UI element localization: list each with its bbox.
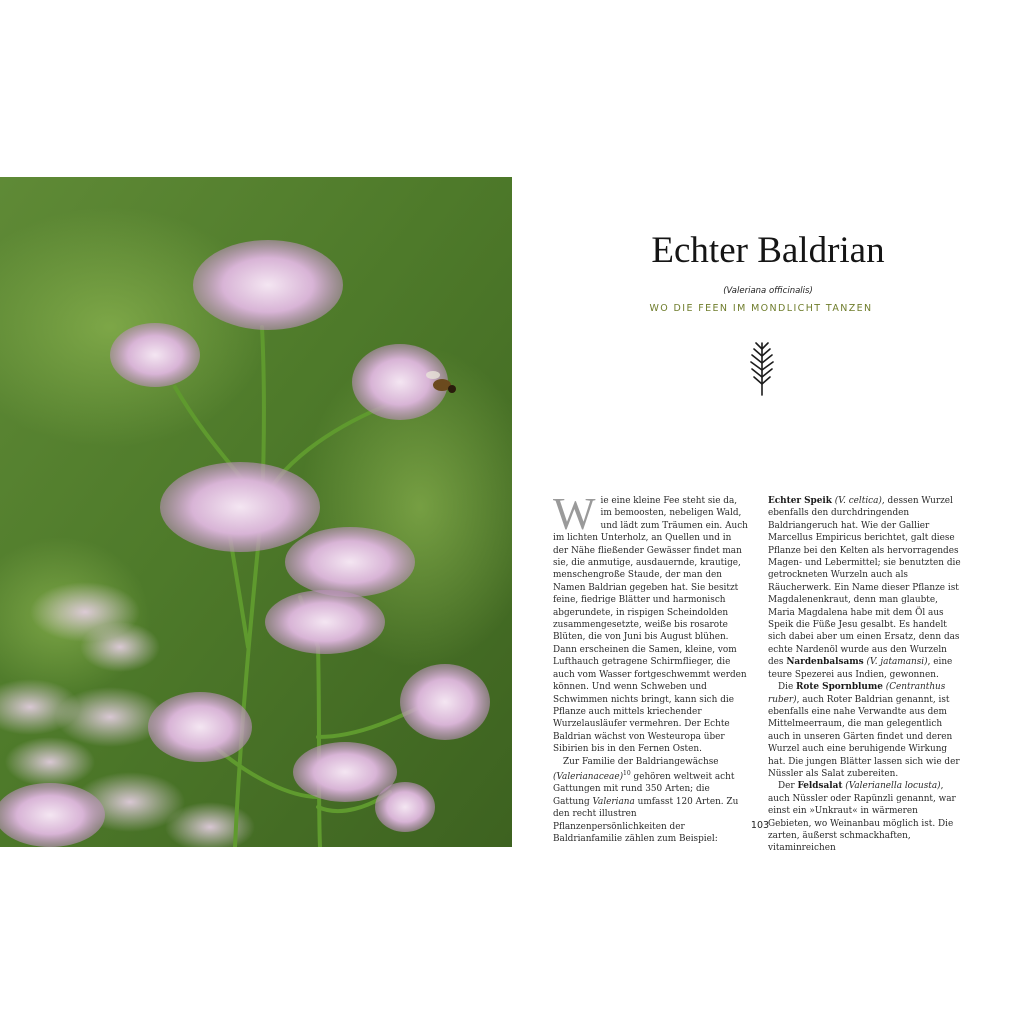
feldsalat-paragraph: Der Feldsalat (Valerianella locusta), auch Nüssler oder Rapünzli genannt, war einst ein »Unkraut« in wärmeren Gebieten, wo Weinanbau möglich ist. Die zarten, äußerst schmackhaften, vitaminreichen: [768, 781, 956, 854]
book-spread: [0, 177, 1024, 854]
tagline: WO DIE FEEN IM MONDLICHT TANZEN: [649, 303, 873, 314]
intro-paragraph: Wie eine kleine Fee steht sie da, im bemoosten, nebeligen Wald, und lädt zum Träumen ein. Auch im lichten Unterholz, an Quellen und in der Nähe fließender Gewässer findet man sie, die anmutige, ausdauernde, krautige, menschengroße Staude, der man den Namen Baldrian gegeben hat. Sie besitzt feine, fiedrige Blätter und harmonisch abgerundete, in rispigen Scheindolden zusammengesetzte, weiße bis rosarote Blüten, die von Juni bis August blühen. Dann erscheinen die Samen, kleine, vom Lufthauch getragene Schirmflieger, die auch vom Wasser fortgeschwemmt werden können. Und wenn Schweben und Schwimmen nichts bringt, kann sich die Pflanze auch mittels kriechender Wurzelausläufer vermehren. Der Echte Baldrian wächst von Westeuropa über Sibirien bis in den Fernen Osten.: [553, 489, 748, 755]
page-title: Echter Baldrian: [651, 230, 885, 271]
text-column-1: [553, 489, 749, 845]
latin-name: (Valeriana officinalis): [723, 286, 813, 296]
valerian-flower-image: [0, 177, 512, 847]
drop-cap: W: [553, 489, 596, 539]
text-page: [512, 177, 1024, 854]
spornblume-paragraph: Die Rote Spornblume (Centranthus ruber), auch Roter Baldrian genannt, ist ebenfalls eine nahe Verwandte aus dem Mittelmeerraum, die man gelegentlich auch in unseren Gärten findet und deren Wurzel auch eine beruhigende Wirkung hat. Die jungen Blätter lassen sich wie der Nüssler als Salat zubereiten.: [768, 682, 960, 779]
speik-paragraph: Echter Speik (V. celtica), dessen Wurzel ebenfalls den durchdringenden Baldriangeruch hat. Wie der Gallier Marcellus Empiricus berichtet, galt diese Pflanze bei den Kelten als hervorragendes Magen- und Lebermittel; sie benutzten die getrockneten Wurzeln auch als Räucherwerk. Ein Name dieser Pflanze ist Magdalenenkraut, denn man glaubte, Maria Magdalena habe mit dem Öl aus Speik die Füße Jesu gesalbt. Es handelt sich dabei aber um einen Ersatz, denn das echte Nardenöl wurde aus den Wurzeln des Nardenbalsams (V. jatamansi), eine teure Spezerei aus Indien, gewonnen.: [768, 496, 961, 680]
page-number: 103: [750, 820, 770, 831]
valerian-photo: [0, 177, 512, 847]
fern-icon: [746, 337, 778, 397]
text-column-2: [768, 495, 964, 855]
family-paragraph: Zur Familie der Baldriangewächse (Valerianaceae)$^{10}$ gehören weltweit acht Gattungen mit rund 350 Arten; die Gattung Valeriana umfasst 120 Arten. Zu den recht illustren Pflanzenpersönlichkeiten der Baldrianfamilie zählen zum Beispiel:: [553, 756, 739, 844]
